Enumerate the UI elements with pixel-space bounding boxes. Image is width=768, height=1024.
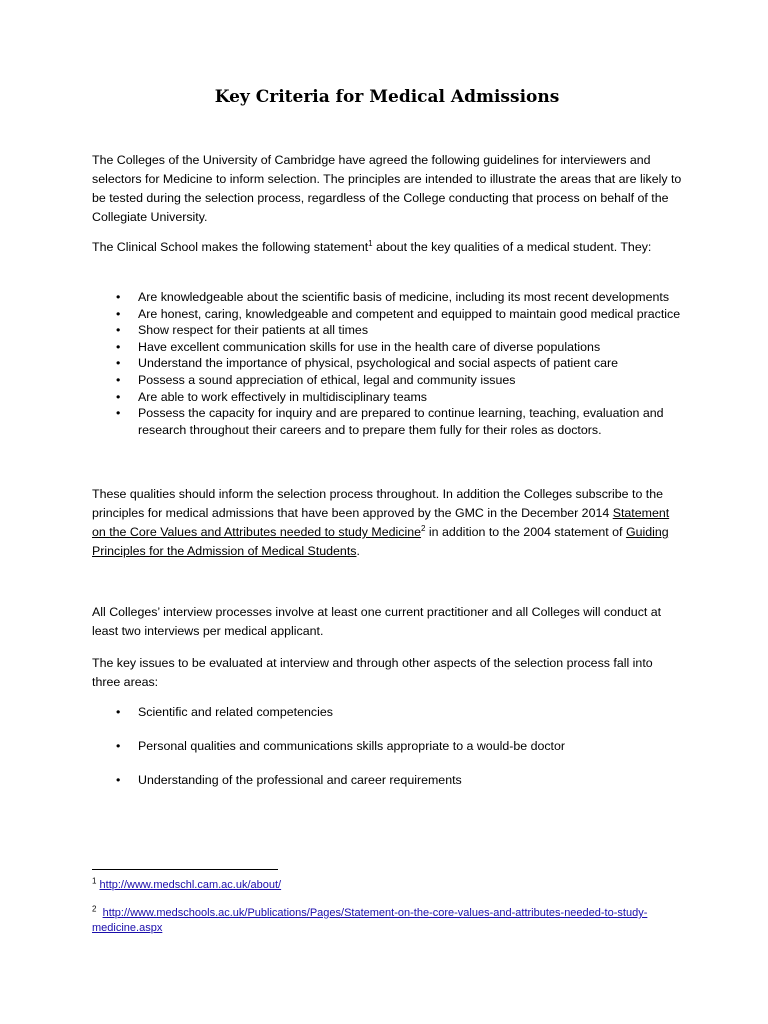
bullet-icon: • bbox=[116, 406, 121, 421]
bullet-icon: • bbox=[116, 773, 121, 787]
list-item-text: Show respect for their patients at all times bbox=[138, 323, 369, 338]
clinical-statement-text: The Clinical School makes the following statement bbox=[92, 240, 369, 254]
bullet-icon: • bbox=[116, 323, 121, 338]
footnote-mark: 1 bbox=[92, 876, 97, 886]
list-item-text: Are able to work effectively in multidisciplinary teams bbox=[138, 389, 428, 404]
list-item bbox=[92, 704, 682, 738]
footnote-ref-1[interactable]: 1 bbox=[368, 238, 373, 248]
bullet-icon: • bbox=[116, 306, 121, 321]
core-values-statement-link[interactable]: Statement on the Core Values and Attributes needed to study Medicine bbox=[92, 506, 670, 539]
list-item-text: Are honest, caring, knowledgeable and competent and equipped to maintain good medical practice bbox=[138, 306, 681, 321]
clinical-statement-paragraph bbox=[92, 239, 682, 256]
list-item-text: Understand the importance of physical, psychological and social aspects of patient care bbox=[138, 356, 619, 371]
medschl-link[interactable]: http://www.medschl.cam.ac.uk/about/ bbox=[99, 879, 282, 891]
list-item bbox=[92, 389, 682, 406]
footnote-1 bbox=[92, 878, 682, 893]
selection-text-middle: in addition to the 2004 statement of bbox=[425, 525, 626, 539]
footnote-2 bbox=[92, 906, 682, 936]
document-title: Key Criteria for Medical Admissions bbox=[214, 87, 560, 107]
footnote-separator bbox=[92, 869, 278, 870]
areas-list bbox=[92, 704, 682, 806]
list-item bbox=[92, 339, 682, 356]
list-item-text: Possess the capacity for inquiry and are prepared to continue learning, teaching, evaluation and research throughout their careers and to prepare them fully for their roles as doctors. bbox=[138, 406, 664, 437]
list-item-text: Possess a sound appreciation of ethical, legal and community issues bbox=[138, 372, 516, 387]
medschools-link[interactable]: http://www.medschools.ac.uk/Publications/Pages/Statement-on-the-core-values-and-attributes-needed-to-study-medicine.aspx bbox=[92, 907, 648, 934]
bullet-icon: • bbox=[116, 705, 121, 719]
list-item bbox=[92, 355, 682, 372]
selection-paragraph bbox=[92, 485, 682, 561]
bullet-icon: • bbox=[116, 739, 121, 753]
bullet-icon: • bbox=[116, 372, 121, 387]
footnote-ref-2[interactable]: 2 bbox=[421, 523, 426, 533]
list-item bbox=[92, 322, 682, 339]
selection-text-end: . bbox=[356, 544, 360, 558]
key-issues-paragraph: The key issues to be evaluated at interview and through other aspects of the selection process fall into three areas: bbox=[92, 656, 653, 689]
list-item-text: Personal qualities and communications skills appropriate to a would-be doctor bbox=[138, 739, 566, 753]
clinical-statement-text-end: about the key qualities of a medical student. They: bbox=[372, 240, 652, 254]
list-item bbox=[92, 372, 682, 389]
list-item bbox=[92, 738, 682, 772]
list-item bbox=[92, 289, 682, 306]
bullet-icon: • bbox=[116, 339, 121, 354]
interviews-paragraph: All Colleges’ interview processes involve at least one current practitioner and all Colleges will conduct at least two interviews per medical applicant. bbox=[92, 605, 662, 638]
selection-text: These qualities should inform the selection process throughout. In addition the Colleges subscribe to the principles for medical admissions that have been approved by the GMC in the December 2014 bbox=[92, 487, 663, 520]
list-item bbox=[92, 306, 682, 323]
list-item-text: Have excellent communication skills for use in the health care of diverse populations bbox=[138, 339, 601, 354]
bullet-icon: • bbox=[116, 290, 121, 304]
list-item-text: Are knowledgeable about the scientific basis of medicine, including its most recent developments bbox=[138, 290, 670, 304]
qualities-list bbox=[92, 289, 682, 438]
list-item-text: Understanding of the professional and career requirements bbox=[138, 773, 462, 787]
guiding-principles-link[interactable]: Guiding Principles for the Admission of Medical Students bbox=[92, 525, 669, 558]
list-item bbox=[92, 405, 682, 438]
intro-paragraph: The Colleges of the University of Cambridge have agreed the following guidelines for interviewers and selectors for Medicine to inform selection. The principles are intended to illustrate the areas that are likely to be tested during the selection process, regardless of the College conducting that process on behalf of the Collegiate University. bbox=[92, 153, 682, 224]
footnote-mark: 2 bbox=[92, 904, 97, 914]
list-item-text: Scientific and related competencies bbox=[138, 705, 333, 719]
bullet-icon: • bbox=[116, 356, 121, 371]
list-item bbox=[92, 772, 682, 806]
bullet-icon: • bbox=[116, 389, 121, 404]
